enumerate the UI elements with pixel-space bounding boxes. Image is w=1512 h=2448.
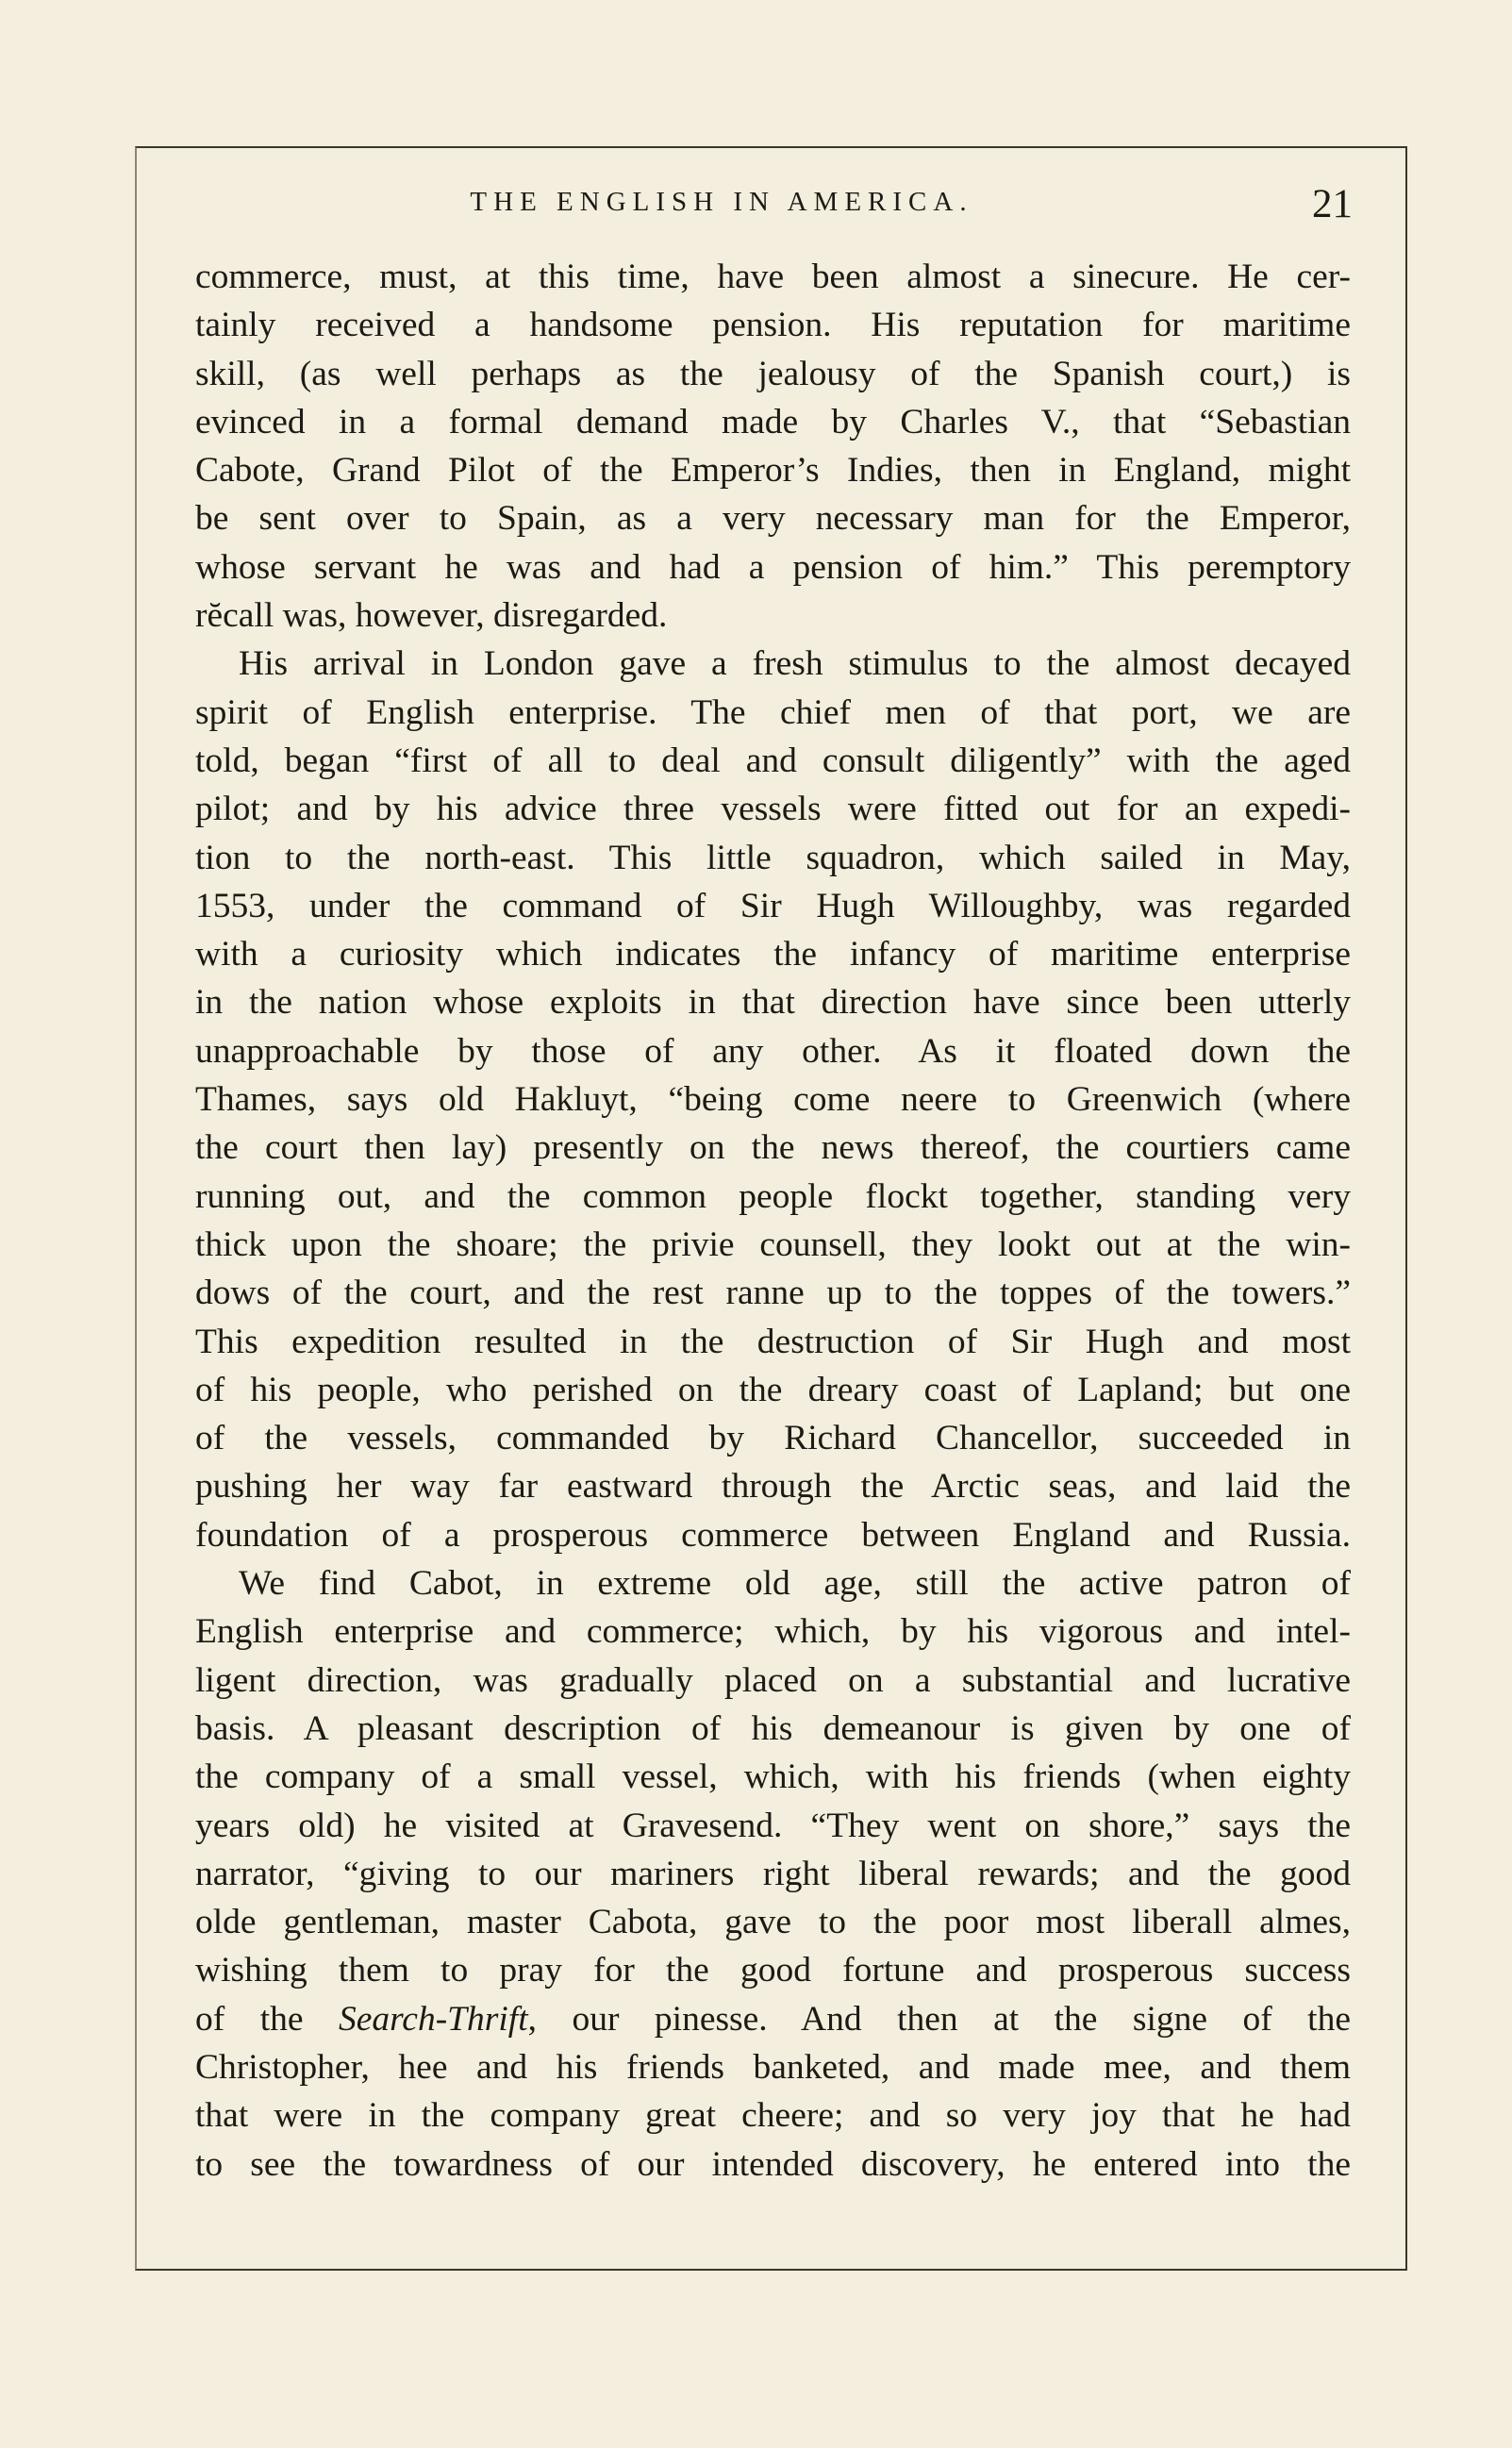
page-header xyxy=(189,181,1358,238)
text-line: tion to the north-east. This little squadron, which sailed in May, xyxy=(195,838,1351,877)
text-segment: of the xyxy=(195,1999,339,2039)
text-line: that were in the company great cheere; and so very joy that he had xyxy=(195,2096,1351,2136)
text-segment: , our pinesse. And then at the signe of the xyxy=(527,1999,1351,2039)
text-line: thick upon the shoare; the privie counsell, they lookt out at the win- xyxy=(195,1224,1351,1264)
text-line: the company of a small vessel, which, with his friends (when eighty xyxy=(195,1757,1351,1797)
text-line: dows of the court, and the rest ranne up to the toppes of the towers.” xyxy=(195,1274,1351,1313)
text-line: commerce, must, at this time, have been almost a sinecure. He cer- xyxy=(195,258,1351,296)
text-line: tainly received a handsome pension. His reputation for maritime xyxy=(195,306,1351,345)
text-line: with a curiosity which indicates the infancy of maritime enterprise xyxy=(195,935,1351,974)
text-line: olde gentleman, master Cabota, gave to the poor most liberall almes, xyxy=(195,1903,1351,1942)
running-title: THE ENGLISH IN AMERICA. xyxy=(470,187,973,217)
text-line: Christopher, hee and his friends banketed, and made mee, and them xyxy=(195,2047,1351,2087)
text-line: of his people, who perished on the dreary coast of Lapland; but one xyxy=(195,1370,1351,1409)
text-line: told, began “first of all to deal and consult diligently” with the aged xyxy=(195,741,1351,780)
text-line: be sent over to Spain, as a very necessary man for the Emperor, xyxy=(195,499,1351,539)
text-line: rĕcall was, however, disregarded. xyxy=(195,596,668,636)
text-line: narrator, “giving to our mariners right liberal rewards; and the good xyxy=(195,1854,1351,1893)
paragraph-first-line: We find Cabot, in extreme old age, still the active patron of xyxy=(239,1564,1351,1604)
text-line: English enterprise and commerce; which, by his vigorous and intel- xyxy=(195,1612,1351,1652)
text-line: evinced in a formal demand made by Charles V., that “Sebastian xyxy=(195,402,1351,441)
text-line: pilot; and by his advice three vessels were fitted out for an expedi- xyxy=(195,790,1351,829)
paragraph-first-line: His arrival in London gave a fresh stimulus to the almost decayed xyxy=(239,644,1351,684)
text-line: whose servant he was and had a pension of him.” This peremptory xyxy=(195,547,1351,587)
text-line: of the vessels, commanded by Richard Chancellor, succeeded in xyxy=(195,1419,1351,1458)
text-line: years old) he visited at Gravesend. “They went on shore,” says the xyxy=(195,1806,1351,1845)
text-line: unapproachable by those of any other. As it floated down the xyxy=(195,1031,1351,1071)
text-line: to see the towardness of our intended discovery, he entered into the xyxy=(195,2144,1351,2184)
text-line-with-italic xyxy=(195,1995,1351,2043)
text-line: in the nation whose exploits in that direction have since been utterly xyxy=(195,983,1351,1023)
text-line: 1553, under the command of Sir Hugh Willoughby, was regarded xyxy=(195,886,1351,925)
body-text xyxy=(195,253,1351,2189)
text-line: Thames, says old Hakluyt, “being come neere to Greenwich (where xyxy=(195,1080,1351,1120)
text-line: the court then lay) presently on the news thereof, the courtiers came xyxy=(195,1128,1351,1168)
text-line: basis. A pleasant description of his demeanour is given by one of xyxy=(195,1708,1351,1748)
text-line: This expedition resulted in the destruction of Sir Hugh and most xyxy=(195,1322,1351,1361)
page-number: 21 xyxy=(1312,182,1353,226)
text-line: running out, and the common people flockt together, standing very xyxy=(195,1176,1351,1216)
text-line: foundation of a prosperous commerce between England and Russia. xyxy=(195,1515,1351,1555)
text-line: pushing her way far eastward through the Arctic seas, and laid the xyxy=(195,1467,1351,1507)
text-line: ligent direction, was gradually placed on a substantial and lucrative xyxy=(195,1660,1351,1700)
text-line: wishing them to pray for the good fortune and prosperous success xyxy=(195,1951,1351,1990)
text-line: spirit of English enterprise. The chief men of that port, we are xyxy=(195,692,1351,732)
text-line: skill, (as well perhaps as the jealousy of the Spanish court,) is xyxy=(195,354,1351,393)
text-line: Cabote, Grand Pilot of the Emperor’s Indies, then in England, might xyxy=(195,451,1351,491)
ship-name-italic: Search-Thrift xyxy=(338,1999,528,2039)
